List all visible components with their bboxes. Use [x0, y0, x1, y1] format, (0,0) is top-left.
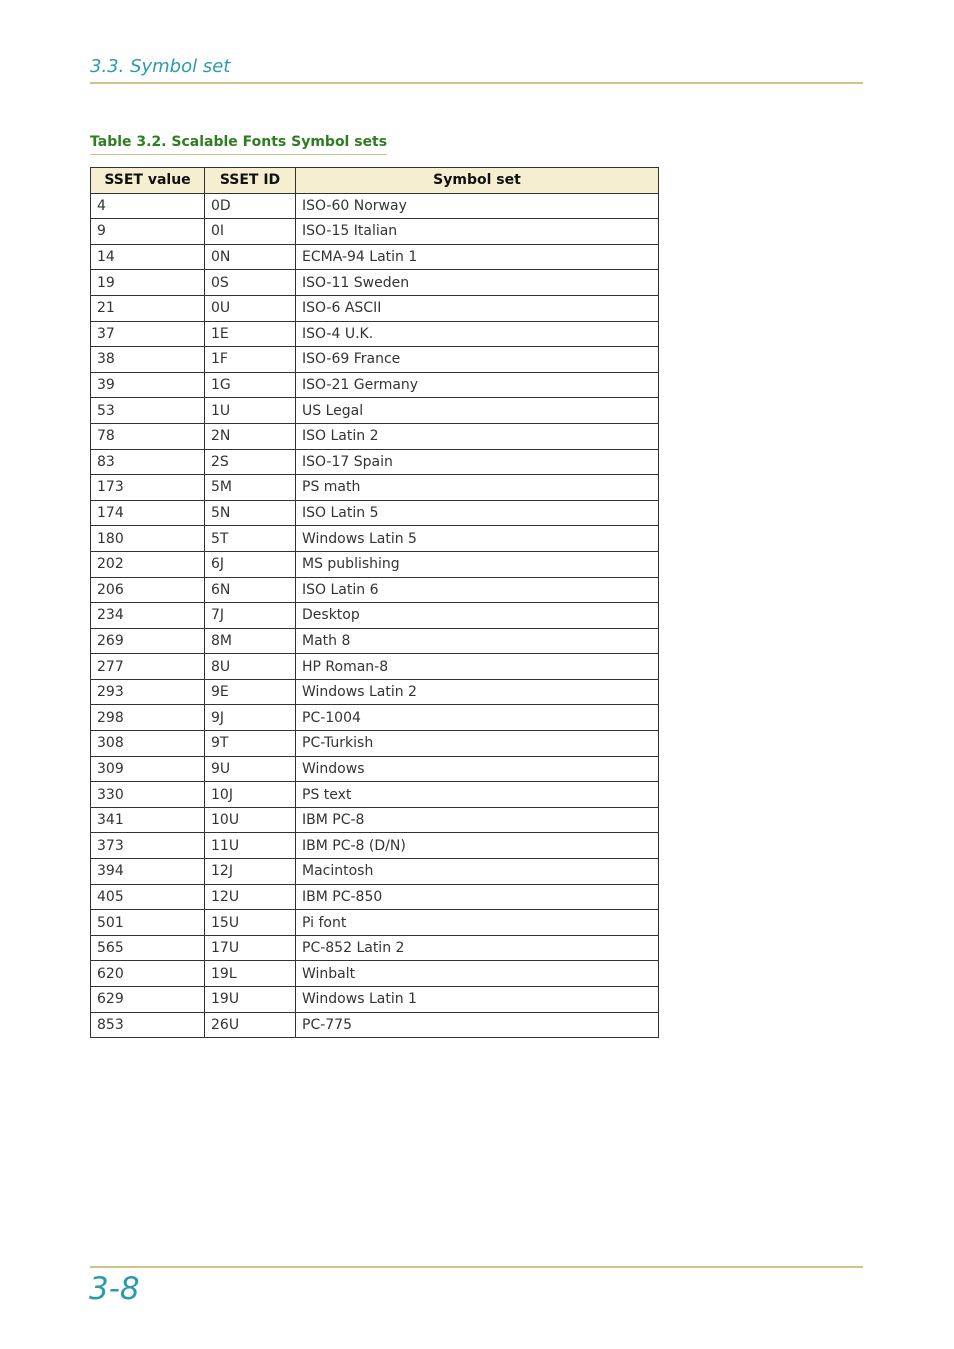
cell-symbol-set: ISO-4 U.K. — [296, 321, 659, 347]
cell-sset-value: 83 — [91, 449, 205, 475]
cell-sset-id: 11U — [205, 833, 296, 859]
cell-symbol-set: PS math — [296, 475, 659, 501]
table-row — [91, 321, 659, 347]
page-number: 3-8 — [89, 1271, 140, 1307]
cell-sset-value: 202 — [91, 551, 205, 577]
table-row — [91, 654, 659, 680]
cell-sset-id: 12U — [205, 884, 296, 910]
cell-sset-value: 174 — [91, 500, 205, 526]
cell-sset-value: 298 — [91, 705, 205, 731]
table-row — [91, 935, 659, 961]
cell-sset-id: 2S — [205, 449, 296, 475]
table-header-row — [91, 168, 659, 194]
cell-symbol-set: HP Roman-8 — [296, 654, 659, 680]
table-row — [91, 449, 659, 475]
table-row — [91, 705, 659, 731]
table-row — [91, 731, 659, 757]
table-body — [91, 193, 659, 1038]
table-row — [91, 833, 659, 859]
cell-sset-value: 308 — [91, 731, 205, 757]
cell-sset-id: 5M — [205, 475, 296, 501]
cell-symbol-set: PC-Turkish — [296, 731, 659, 757]
table-row — [91, 526, 659, 552]
cell-sset-value: 394 — [91, 859, 205, 885]
cell-symbol-set: Math 8 — [296, 628, 659, 654]
cell-sset-value: 78 — [91, 423, 205, 449]
cell-sset-value: 501 — [91, 910, 205, 936]
cell-sset-value: 38 — [91, 347, 205, 373]
cell-sset-id: 19L — [205, 961, 296, 987]
table-row — [91, 603, 659, 629]
cell-sset-id: 8U — [205, 654, 296, 680]
cell-symbol-set: ISO Latin 2 — [296, 423, 659, 449]
cell-sset-value: 37 — [91, 321, 205, 347]
page-header — [90, 55, 863, 84]
cell-symbol-set: Pi font — [296, 910, 659, 936]
cell-sset-value: 405 — [91, 884, 205, 910]
cell-sset-value: 234 — [91, 603, 205, 629]
cell-sset-id: 0S — [205, 270, 296, 296]
cell-symbol-set: ISO-11 Sweden — [296, 270, 659, 296]
table-row — [91, 193, 659, 219]
cell-sset-id: 9J — [205, 705, 296, 731]
cell-sset-id: 5T — [205, 526, 296, 552]
cell-sset-id: 0U — [205, 295, 296, 321]
cell-symbol-set: ISO-69 France — [296, 347, 659, 373]
table-row — [91, 679, 659, 705]
cell-symbol-set: ISO Latin 6 — [296, 577, 659, 603]
cell-sset-value: 53 — [91, 398, 205, 424]
cell-sset-id: 0D — [205, 193, 296, 219]
table-row — [91, 244, 659, 270]
table-row — [91, 347, 659, 373]
cell-symbol-set: Windows Latin 5 — [296, 526, 659, 552]
cell-sset-id: 9U — [205, 756, 296, 782]
cell-sset-id: 10J — [205, 782, 296, 808]
cell-sset-value: 341 — [91, 807, 205, 833]
cell-sset-value: 19 — [91, 270, 205, 296]
cell-sset-id: 17U — [205, 935, 296, 961]
cell-symbol-set: ISO-17 Spain — [296, 449, 659, 475]
cell-sset-value: 39 — [91, 372, 205, 398]
table-row — [91, 961, 659, 987]
cell-sset-id: 9T — [205, 731, 296, 757]
table-row — [91, 372, 659, 398]
cell-sset-value: 173 — [91, 475, 205, 501]
table-row — [91, 398, 659, 424]
cell-sset-id: 19U — [205, 987, 296, 1013]
table-row — [91, 500, 659, 526]
cell-sset-id: 0I — [205, 219, 296, 245]
column-header-symbol-set: Symbol set — [296, 168, 659, 194]
cell-sset-value: 620 — [91, 961, 205, 987]
cell-sset-value: 9 — [91, 219, 205, 245]
cell-sset-id: 8M — [205, 628, 296, 654]
cell-symbol-set: Windows Latin 2 — [296, 679, 659, 705]
cell-symbol-set: PC-1004 — [296, 705, 659, 731]
cell-symbol-set: Macintosh — [296, 859, 659, 885]
cell-sset-id: 9E — [205, 679, 296, 705]
table-row — [91, 859, 659, 885]
section-title: 3.3. Symbol set — [90, 56, 231, 77]
cell-sset-value: 206 — [91, 577, 205, 603]
table-row — [91, 987, 659, 1013]
symbol-set-table — [90, 167, 659, 1038]
cell-sset-id: 1U — [205, 398, 296, 424]
cell-sset-value: 277 — [91, 654, 205, 680]
cell-symbol-set: Windows — [296, 756, 659, 782]
cell-symbol-set: Desktop — [296, 603, 659, 629]
cell-sset-id: 1G — [205, 372, 296, 398]
cell-sset-id: 6J — [205, 551, 296, 577]
cell-symbol-set: ISO-60 Norway — [296, 193, 659, 219]
table-row — [91, 295, 659, 321]
cell-symbol-set: ISO-21 Germany — [296, 372, 659, 398]
cell-sset-value: 180 — [91, 526, 205, 552]
cell-sset-id: 26U — [205, 1012, 296, 1038]
cell-symbol-set: PC-775 — [296, 1012, 659, 1038]
table-row — [91, 910, 659, 936]
cell-sset-id: 1E — [205, 321, 296, 347]
table-row — [91, 551, 659, 577]
cell-sset-id: 12J — [205, 859, 296, 885]
table-row — [91, 219, 659, 245]
cell-symbol-set: ECMA-94 Latin 1 — [296, 244, 659, 270]
cell-symbol-set: IBM PC-850 — [296, 884, 659, 910]
cell-symbol-set: ISO Latin 5 — [296, 500, 659, 526]
cell-sset-id: 0N — [205, 244, 296, 270]
column-header-sset-id: SSET ID — [205, 168, 296, 194]
cell-sset-value: 853 — [91, 1012, 205, 1038]
cell-sset-value: 373 — [91, 833, 205, 859]
cell-sset-id: 15U — [205, 910, 296, 936]
cell-sset-value: 293 — [91, 679, 205, 705]
cell-sset-id: 7J — [205, 603, 296, 629]
cell-symbol-set: IBM PC-8 (D/N) — [296, 833, 659, 859]
table-row — [91, 756, 659, 782]
table-row — [91, 1012, 659, 1038]
table-row — [91, 782, 659, 808]
cell-sset-id: 2N — [205, 423, 296, 449]
cell-symbol-set: Winbalt — [296, 961, 659, 987]
footer-rule — [90, 1266, 863, 1268]
table-row — [91, 628, 659, 654]
cell-sset-value: 629 — [91, 987, 205, 1013]
cell-sset-id: 1F — [205, 347, 296, 373]
cell-symbol-set: MS publishing — [296, 551, 659, 577]
cell-sset-value: 14 — [91, 244, 205, 270]
cell-sset-id: 10U — [205, 807, 296, 833]
cell-symbol-set: US Legal — [296, 398, 659, 424]
cell-symbol-set: Windows Latin 1 — [296, 987, 659, 1013]
cell-symbol-set: IBM PC-8 — [296, 807, 659, 833]
cell-sset-id: 5N — [205, 500, 296, 526]
cell-sset-value: 309 — [91, 756, 205, 782]
table-row — [91, 884, 659, 910]
cell-sset-value: 565 — [91, 935, 205, 961]
table-caption: Table 3.2. Scalable Fonts Symbol sets — [90, 132, 387, 155]
table-row — [91, 807, 659, 833]
cell-sset-value: 330 — [91, 782, 205, 808]
table-row — [91, 577, 659, 603]
cell-symbol-set: ISO-6 ASCII — [296, 295, 659, 321]
cell-sset-value: 4 — [91, 193, 205, 219]
cell-sset-id: 6N — [205, 577, 296, 603]
table-row — [91, 475, 659, 501]
table-row — [91, 423, 659, 449]
column-header-sset-value: SSET value — [91, 168, 205, 194]
cell-symbol-set: ISO-15 Italian — [296, 219, 659, 245]
table-row — [91, 270, 659, 296]
cell-sset-value: 21 — [91, 295, 205, 321]
cell-sset-value: 269 — [91, 628, 205, 654]
cell-symbol-set: PS text — [296, 782, 659, 808]
cell-symbol-set: PC-852 Latin 2 — [296, 935, 659, 961]
